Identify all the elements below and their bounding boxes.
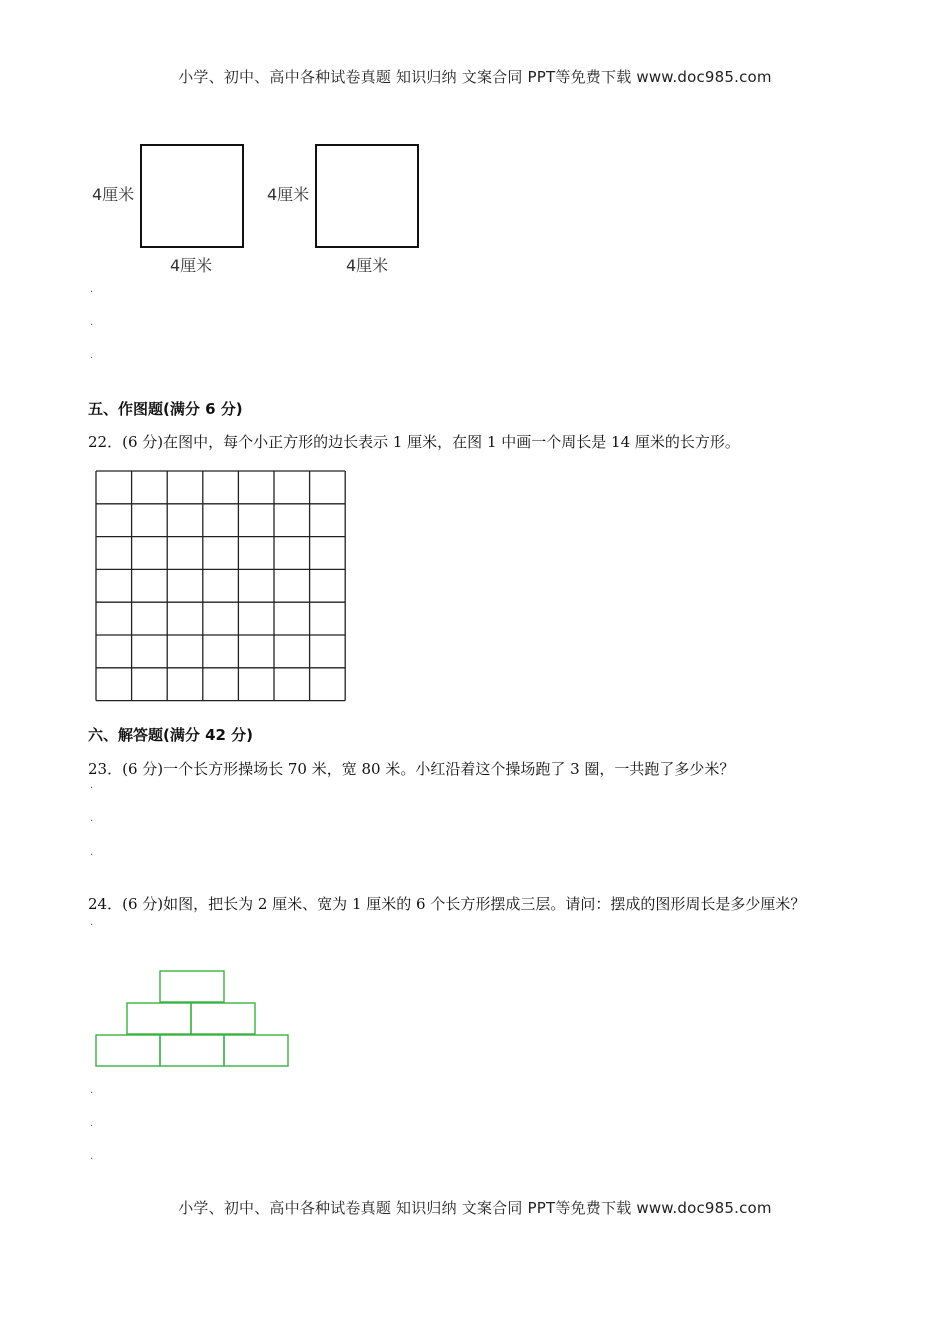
square-1-side-label: 4厘米 — [92, 185, 135, 204]
question-22: 22．(6 分)在图中，每个小正方形的边长表示 1 厘米，在图 1 中画一个周长是 14 厘米的长方形。 — [88, 433, 740, 451]
square-2 — [315, 144, 419, 248]
para-mark: · — [90, 816, 94, 827]
brick-middle-right — [191, 1003, 255, 1034]
section-6-title: 六、解答题(满分 42 分) — [88, 726, 254, 744]
page-footer: 小学、初中、高中各种试卷真题 知识归纳 文案合同 PPT等免费下载 www.doc985.com — [178, 1199, 772, 1217]
para-mark: · — [90, 1154, 94, 1165]
para-mark: · — [90, 320, 94, 331]
square-1-bottom-label: 4厘米 — [170, 256, 213, 275]
para-mark: · — [90, 1121, 94, 1132]
para-mark: · — [90, 920, 94, 931]
page-header: 小学、初中、高中各种试卷真题 知识归纳 文案合同 PPT等免费下载 www.doc985.com — [178, 68, 772, 86]
brick-bottom-left — [96, 1035, 160, 1066]
para-mark: · — [90, 1088, 94, 1099]
para-mark: · — [90, 287, 94, 298]
question-24: 24．(6 分)如图，把长为 2 厘米、宽为 1 厘米的 6 个长方形摆成三层。请问：摆成的图形周长是多少厘米？ — [88, 895, 806, 913]
question-23: 23．(6 分)一个长方形操场长 70 米，宽 80 米。小红沿着这个操场跑了 3 圈，一共跑了多少米？ — [88, 760, 735, 778]
bricks-figure — [94, 969, 294, 1071]
squares-figure — [90, 140, 440, 280]
square-2-bottom-label: 4厘米 — [346, 256, 389, 275]
square-2-side-label: 4厘米 — [267, 185, 310, 204]
brick-top — [160, 971, 224, 1002]
drawing-grid — [94, 469, 350, 705]
section-5-title: 五、作图题(满分 6 分) — [88, 400, 243, 418]
para-mark: · — [90, 850, 94, 861]
brick-bottom-middle — [160, 1035, 224, 1066]
para-mark: · — [90, 353, 94, 364]
brick-bottom-right — [224, 1035, 288, 1066]
brick-middle-left — [127, 1003, 191, 1034]
square-1 — [140, 144, 244, 248]
para-mark: · — [90, 783, 94, 794]
